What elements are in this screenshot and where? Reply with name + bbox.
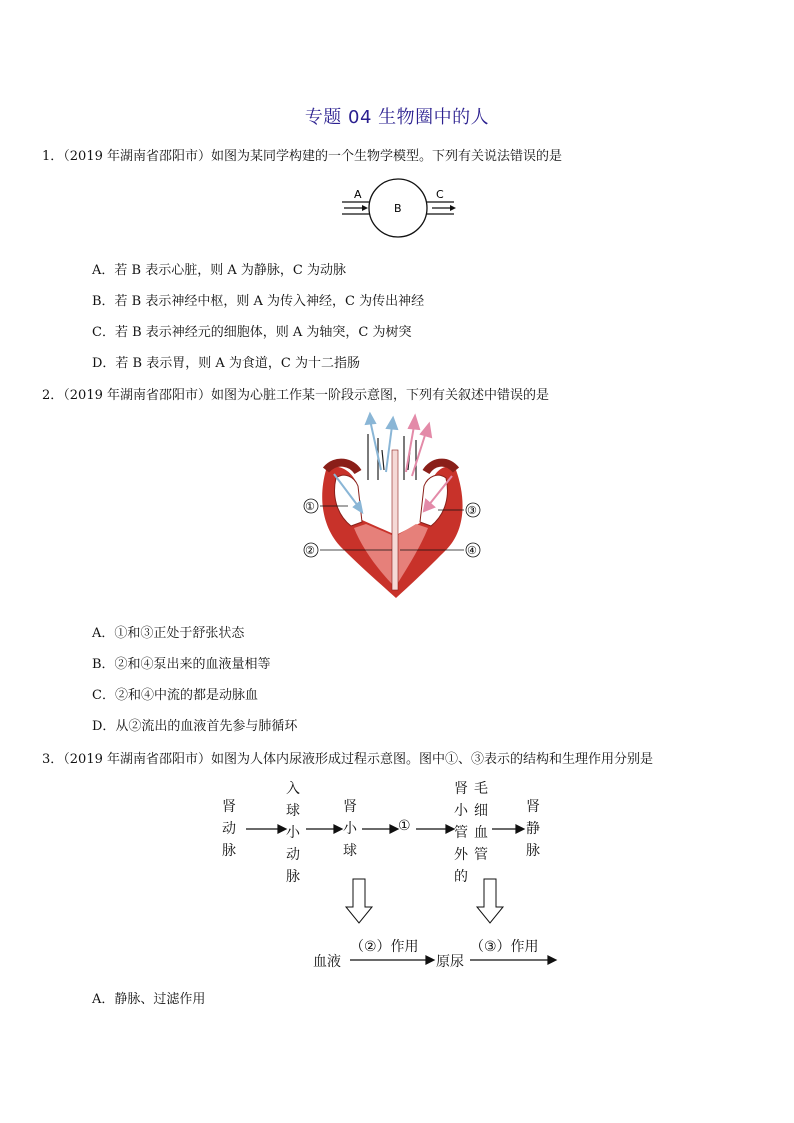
label-1: ① — [305, 500, 315, 513]
label-a: A — [354, 188, 362, 201]
q1-option-b: B．若 B 表示神经中枢，则 A 为传入神经，C 为传出神经 — [92, 294, 425, 309]
label-b: B — [394, 202, 402, 215]
q1-option-a: A．若 B 表示心脏，则 A 为静脉，C 为动脉 — [92, 263, 346, 278]
q1-option-d: D．若 B 表示胃，则 A 为食道，C 为十二指肠 — [92, 356, 360, 371]
q1-option-c: C．若 B 表示神经元的细胞体，则 A 为轴突，C 为树突 — [92, 325, 412, 340]
node-glomerulus: 肾小球 — [343, 799, 357, 859]
page-title: 专题 04 生物圈中的人 — [304, 107, 490, 128]
label-c: C — [436, 188, 444, 201]
node-afferent-arteriole: 入球小动脉 — [286, 781, 300, 885]
label-3: ③ — [467, 504, 477, 517]
q2-option-c: C．②和④中流的都是动脉血 — [92, 688, 258, 703]
label-4: ④ — [467, 544, 477, 557]
node-renal-artery: 肾动脉 — [222, 799, 236, 859]
q2-option-a: A．①和③正处于舒张状态 — [92, 626, 245, 641]
q2-heart-figure — [296, 410, 492, 602]
bottom-blood: 血液 — [313, 954, 341, 970]
q2-option-d: D．从②流出的血液首先参与肺循环 — [92, 719, 298, 734]
bottom-urine: 原尿 — [436, 954, 464, 970]
q3-option-a: A．静脉、过滤作用 — [92, 992, 206, 1007]
question-3-stem: 3．（2019 年湖南省邵阳市）如图为人体内尿液形成过程示意图。图中①、③表示的结构和生理作用分别是 — [42, 752, 653, 767]
node-tubule-outside: 肾小管外的 — [454, 781, 468, 885]
label-2: ② — [305, 544, 315, 557]
bottom-process-3: （③）作用 — [470, 939, 539, 955]
q1-model-figure — [336, 176, 460, 240]
question-1-stem: 1．（2019 年湖南省邵阳市）如图为某同学构建的一个生物学模型。下列有关说法错误的是 — [42, 149, 562, 164]
down-arrow-left — [346, 879, 372, 923]
q2-option-b: B．②和④泵出来的血液量相等 — [92, 657, 271, 672]
bottom-process-2: （②）作用 — [350, 939, 419, 955]
node-1: ① — [398, 818, 411, 834]
node-capillary: 毛细血管 — [474, 781, 488, 863]
down-arrow-right — [477, 879, 503, 923]
node-renal-vein: 肾静脉 — [526, 799, 540, 859]
question-2-stem: 2．（2019 年湖南省邵阳市）如图为心脏工作某一阶段示意图，下列有关叙述中错误的是 — [42, 388, 549, 403]
